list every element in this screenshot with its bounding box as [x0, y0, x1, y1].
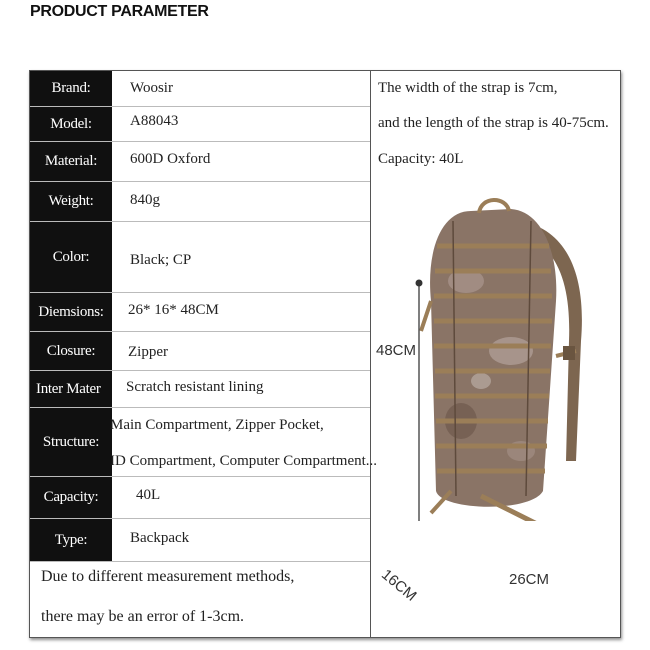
page-heading: PRODUCT PARAMETER [30, 3, 209, 20]
note-line-2: there may be an error of 1-3cm. [41, 608, 245, 625]
value-brand: Woosir [130, 80, 173, 96]
value-model: A88043 [130, 113, 179, 129]
label-closure: Closure: [30, 332, 112, 370]
label-material: Material: [30, 142, 112, 181]
label-capacity: Capacity: [30, 477, 112, 518]
value-weight: 840g [130, 192, 160, 208]
label-model: Model: [30, 107, 112, 141]
parameter-table [29, 70, 621, 638]
label-dimensions: Diemsions: [30, 293, 112, 331]
value-structure-line-1: Main Compartment, Zipper Pocket, [110, 417, 324, 433]
value-dimensions: 26* 16* 48CM [128, 302, 219, 318]
value-type: Backpack [130, 530, 190, 546]
spec-strap-length: and the length of the strap is 40-75cm. [378, 115, 609, 131]
label-brand: Brand: [30, 71, 112, 106]
label-weight: Weight: [30, 182, 112, 221]
value-material: 600D Oxford [130, 151, 211, 167]
value-color: Black; CP [130, 252, 192, 268]
label-color: Color: [30, 222, 112, 292]
spec-capacity: Capacity: 40L [378, 151, 464, 167]
value-inter-material: Scratch resistant lining [126, 379, 264, 395]
label-type: Type: [30, 519, 112, 561]
spec-strap-width: The width of the strap is 7cm, [378, 80, 558, 96]
dimension-height-label: 48CM [376, 342, 417, 359]
label-structure: Structure: [30, 408, 112, 476]
dimension-width-label: 26CM [509, 571, 550, 588]
value-capacity: 40L [136, 487, 161, 503]
value-closure: Zipper [128, 344, 168, 360]
dimension-depth-label: 16CM [378, 566, 420, 605]
note-line-1: Due to different measurement methods, [41, 568, 295, 585]
label-inter-material: Inter Mater [30, 371, 112, 407]
value-structure-line-2: ID Compartment, Computer Compartment... [110, 453, 378, 469]
